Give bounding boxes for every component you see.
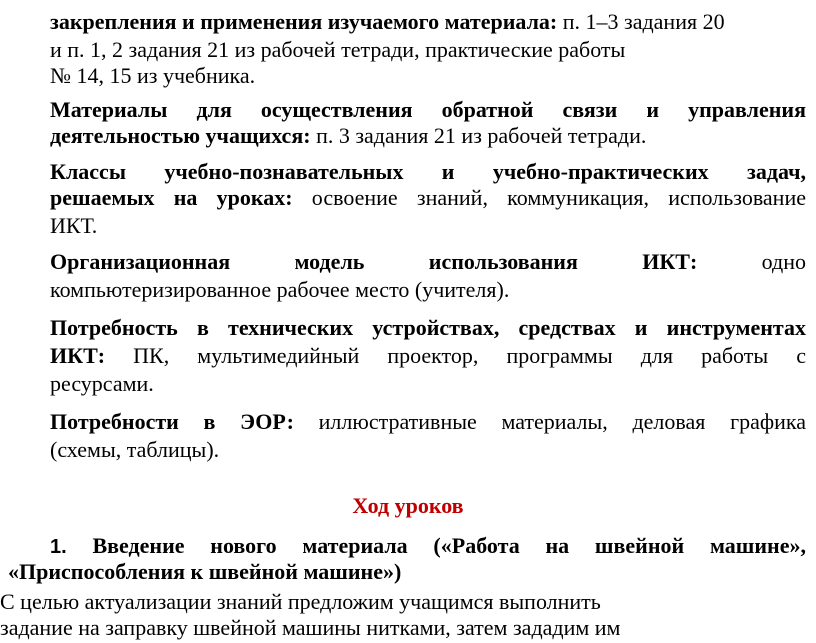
p6-bold-label: Потребности в ЭОР: xyxy=(50,409,294,434)
p5-bold-label: ИКТ: xyxy=(50,343,106,368)
p1-line-3: № 14, 15 из учебника. xyxy=(50,63,256,88)
p3-line-2 xyxy=(50,184,806,212)
p6-line-1 xyxy=(50,408,806,436)
p2-line-1: Материалы для осуществления обратной связи и управления xyxy=(50,97,806,122)
p4-line-2: компьютеризированное рабочее место (учителя). xyxy=(50,277,510,302)
p2-bold-label: деятельностью учащихся: xyxy=(50,123,311,148)
body-line-2: задание на заправку швейной машины нитками, затем зададим им xyxy=(0,615,621,640)
p3-line-3: ИКТ. xyxy=(50,213,98,238)
p2-text: п. 3 задания 21 из рабочей тетради. xyxy=(310,123,647,148)
p1-bold-label: закрепления и применения изучаемого материала: xyxy=(50,9,558,34)
body-line-1: С целью актуализации знаний предложим учащимся выполнить xyxy=(0,589,601,614)
p3-text: освоение знаний, коммуникация, использование xyxy=(292,185,806,210)
item1-number: 1. xyxy=(50,536,67,558)
item1-title: Введение нового материала («Работа на швейной машине», xyxy=(92,533,806,558)
p6-text: иллюстративные материалы, деловая графика xyxy=(293,409,807,434)
p6-line-2: (схемы, таблицы). xyxy=(50,437,220,462)
p1-line-1 xyxy=(50,8,725,36)
p2-line-2 xyxy=(50,122,646,150)
p5-text: ПК, мультимедийный проектор, программы для работы с xyxy=(105,343,806,368)
item1-line-2: «Приспособления к швейной машине») xyxy=(8,559,402,584)
p5-line-1: Потребность в технических устройствах, средствах и инструментах xyxy=(50,315,806,340)
p4-line-1 xyxy=(50,248,806,276)
p3-bold-label: решаемых на уроках: xyxy=(50,185,293,210)
p5-line-2 xyxy=(50,342,806,370)
p1-line-2: и п. 1, 2 задания 21 из рабочей тетради, практические работы xyxy=(50,37,626,62)
p5-line-3: ресурсами. xyxy=(50,371,154,396)
p3-line-1: Классы учебно-познавательных и учебно-практических задач, xyxy=(50,159,806,184)
p4-bold-label: Организационная модель использования ИКТ: xyxy=(50,249,698,274)
section-heading: Ход уроков xyxy=(352,493,464,518)
p1-text: п. 1–3 задания 20 xyxy=(557,9,725,34)
p4-text: одно xyxy=(697,249,807,274)
item1-line-1 xyxy=(50,532,806,561)
